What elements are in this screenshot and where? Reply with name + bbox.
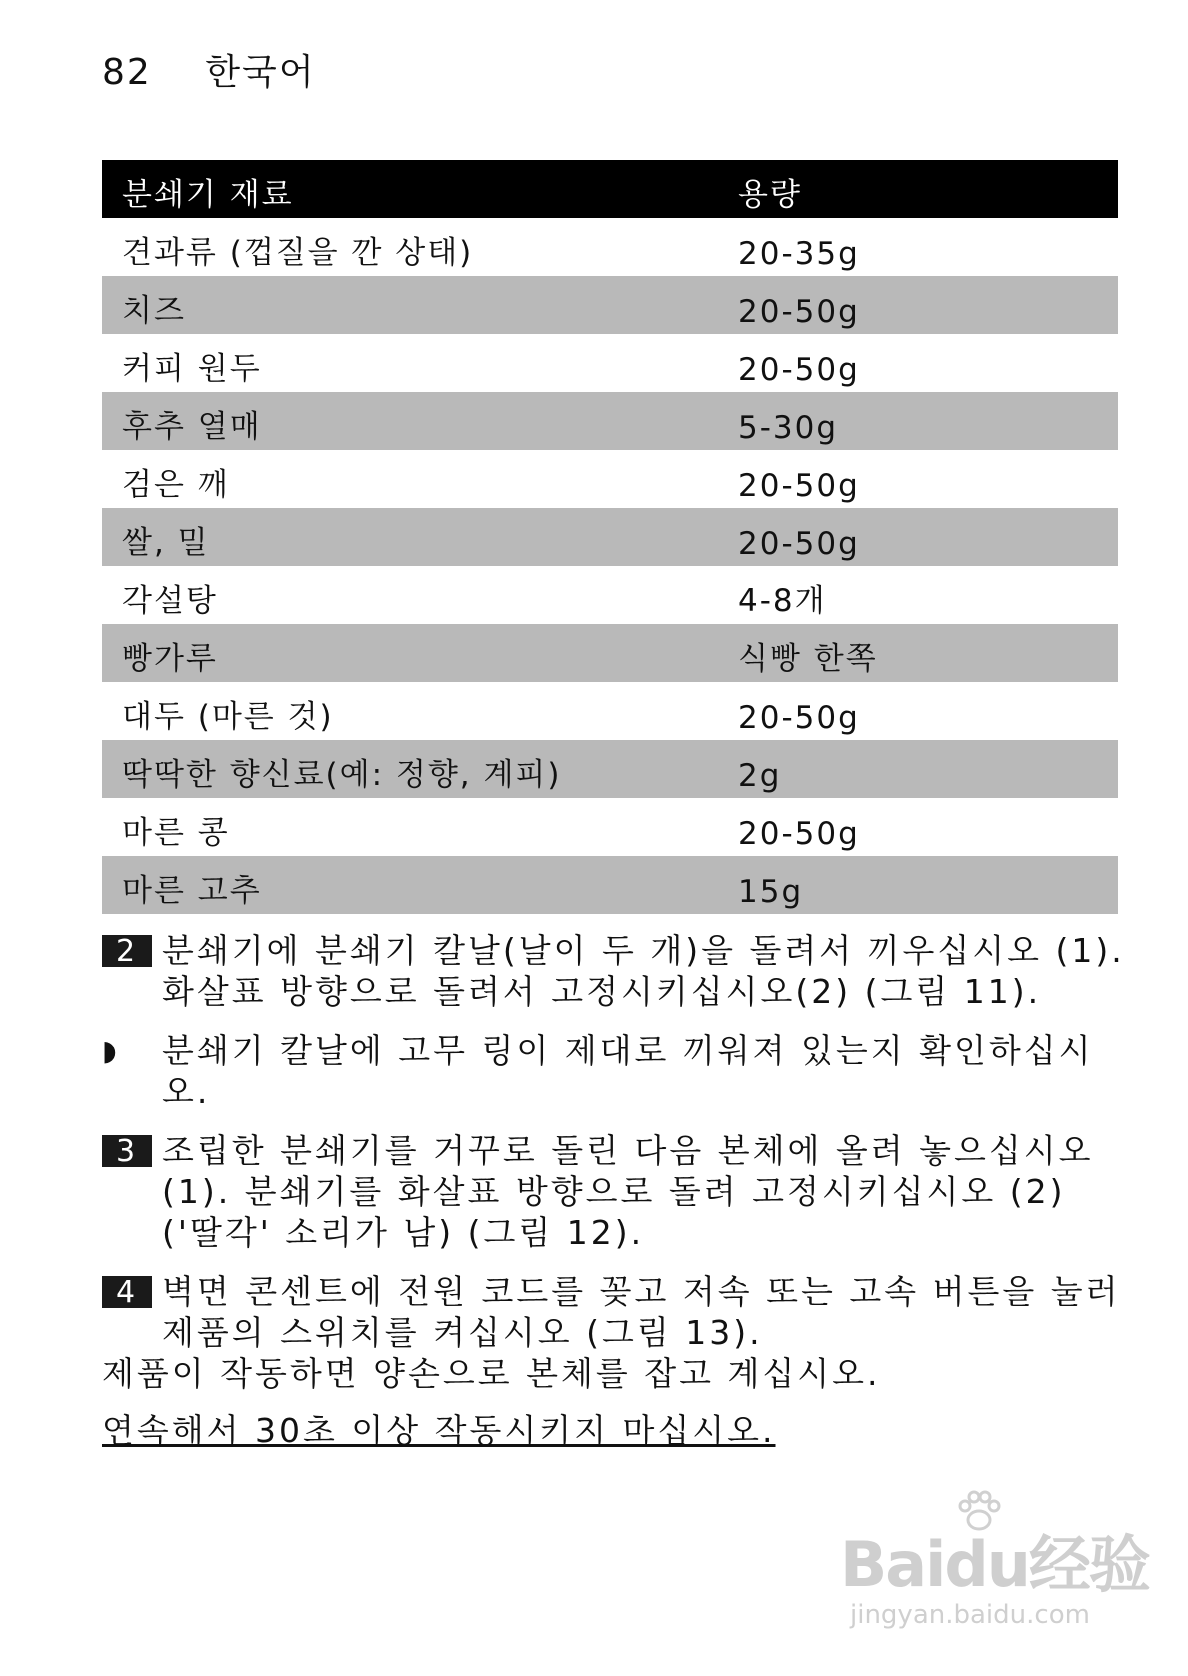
table-row	[102, 218, 1118, 276]
table-row	[102, 624, 1118, 682]
watermark-logo: Baidu经验	[840, 1528, 1149, 1601]
page-header	[102, 44, 316, 95]
table-row	[102, 740, 1118, 798]
ingredient-cell: 쌀, 밀	[102, 508, 718, 566]
table-row	[102, 276, 1118, 334]
table-row	[102, 856, 1118, 914]
step-2	[102, 930, 1132, 1012]
ingredient-cell: 마른 콩	[122, 815, 230, 851]
table-row	[102, 566, 1118, 624]
ingredient-cell: 검은 깨	[122, 467, 230, 503]
ingredient-cell: 각설탕	[122, 583, 218, 619]
quantity-cell: 5-30g	[718, 392, 1118, 450]
note-item	[102, 1030, 1132, 1112]
table-row	[102, 682, 1118, 740]
note-text: 분쇄기 칼날에 고무 링이 제대로 끼워져 있는지 확인하십시오.	[162, 1031, 1094, 1111]
quantity-cell: 20-50g	[738, 700, 860, 736]
quantity-cell: 15g	[718, 856, 1118, 914]
step-number-badge: 4	[102, 1276, 152, 1308]
ingredient-cell: 마른 고추	[102, 856, 718, 914]
quantity-cell: 식빵 한쪽	[718, 624, 1118, 682]
ingredient-cell: 커피 원두	[122, 351, 262, 387]
quantity-cell: 20-50g	[738, 352, 860, 388]
header-ingredient: 분쇄기 재료	[102, 160, 718, 218]
step-number-badge: 3	[102, 1135, 152, 1167]
operation-warning: 연속해서 30초 이상 작동시키지 마십시오.	[102, 1411, 776, 1450]
baidu-watermark	[840, 1515, 1149, 1630]
instruction-steps	[102, 930, 1132, 1451]
half-circle-bullet-icon: ◗	[102, 1034, 120, 1067]
table-row	[102, 508, 1118, 566]
quantity-cell: 20-50g	[718, 508, 1118, 566]
ingredient-cell: 치즈	[102, 276, 718, 334]
table-header-row	[102, 160, 1118, 218]
watermark-url: jingyan.baidu.com	[850, 1600, 1090, 1630]
hold-instruction: 제품이 작동하면 양손으로 본체를 잡고 계십시오.	[102, 1354, 881, 1393]
table-row	[102, 334, 1118, 392]
header-quantity: 용량	[718, 160, 1118, 218]
page-number: 82	[102, 52, 152, 93]
quantity-cell: 20-35g	[738, 236, 860, 272]
step-text: 분쇄기에 분쇄기 칼날(날이 두 개)을 돌려서 끼우십시오 (1). 화살표 방향으로 돌려서 고정시키십시오(2) (그림 11).	[162, 931, 1125, 1011]
ingredient-cell: 딱딱한 향신료(예: 정향, 계피)	[102, 740, 718, 798]
step-number-badge: 2	[102, 935, 152, 967]
quantity-cell: 20-50g	[738, 468, 860, 504]
quantity-cell: 20-50g	[718, 276, 1118, 334]
ingredient-cell: 후추 열매	[102, 392, 718, 450]
step-text: 벽면 콘센트에 전원 코드를 꽂고 저속 또는 고속 버튼을 눌러 제품의 스위치를 켜십시오 (그림 13).	[162, 1272, 1121, 1352]
language-label: 한국어	[205, 52, 316, 93]
ingredient-cell: 견과류 (껍질을 깐 상태)	[122, 235, 474, 271]
quantity-cell: 2g	[718, 740, 1118, 798]
ingredient-cell: 빵가루	[102, 624, 718, 682]
table-row	[102, 450, 1118, 508]
table-row	[102, 798, 1118, 856]
table-row	[102, 392, 1118, 450]
grinder-capacity-table	[102, 160, 1118, 914]
step-3	[102, 1130, 1132, 1253]
ingredient-cell: 대두 (마른 것)	[122, 699, 334, 735]
quantity-cell: 4-8개	[738, 583, 827, 619]
step-4	[102, 1271, 1132, 1353]
quantity-cell: 20-50g	[738, 816, 860, 852]
step-text: 조립한 분쇄기를 거꾸로 돌린 다음 본체에 올려 놓으십시오(1). 분쇄기를 화살표 방향으로 돌려 고정시키십시오 (2) ('딸각' 소리가 남) (그림 12).	[162, 1131, 1094, 1252]
